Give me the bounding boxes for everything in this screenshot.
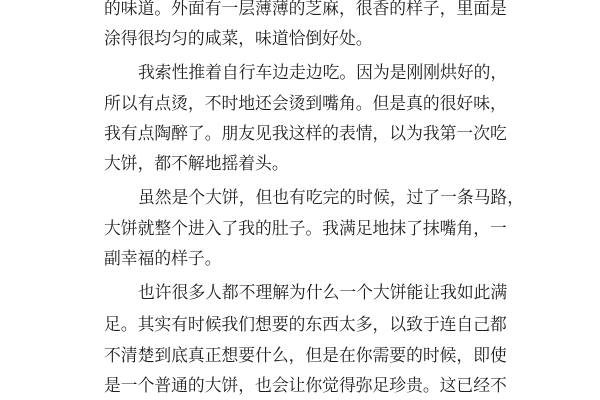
- text-line: 是一个普通的大饼，也会让你觉得弥足珍贵。这已经不: [104, 375, 507, 395]
- text-line: 我索性推着自行车边走边吃。因为是刚刚烘好的，: [138, 62, 508, 82]
- text-line: 副幸福的样子。: [104, 248, 222, 268]
- text-line: 所以有点烫，不时地还会烫到嘴角。但是真的很好味，: [104, 93, 507, 113]
- text-line: 不清楚到底真正想要什么，但是在你需要的时候，即使: [104, 345, 507, 365]
- text-line: 我有点陶醉了。朋友见我这样的表情，以为我第一次吃: [104, 123, 507, 143]
- text-line: 也许很多人都不理解为什么一个大饼能让我如此满: [138, 282, 508, 302]
- text-line: 足。其实有时候我们想要的东西太多，以致于连自己都: [104, 314, 507, 334]
- text-line: 大饼就整个进入了我的肚子。我满足地抹了抹嘴角，一: [104, 218, 507, 238]
- text-line: 的味道。外面有一层薄薄的芝麻，很香的样子，里面是: [104, 0, 507, 18]
- text-line: 大饼，都不解地摇着头。: [104, 153, 289, 173]
- text-line: 虽然是个大饼，但也有吃完的时候，过了一条马路，: [138, 187, 524, 207]
- text-line: 涂得很均匀的咸菜，味道恰倒好处。: [104, 28, 373, 48]
